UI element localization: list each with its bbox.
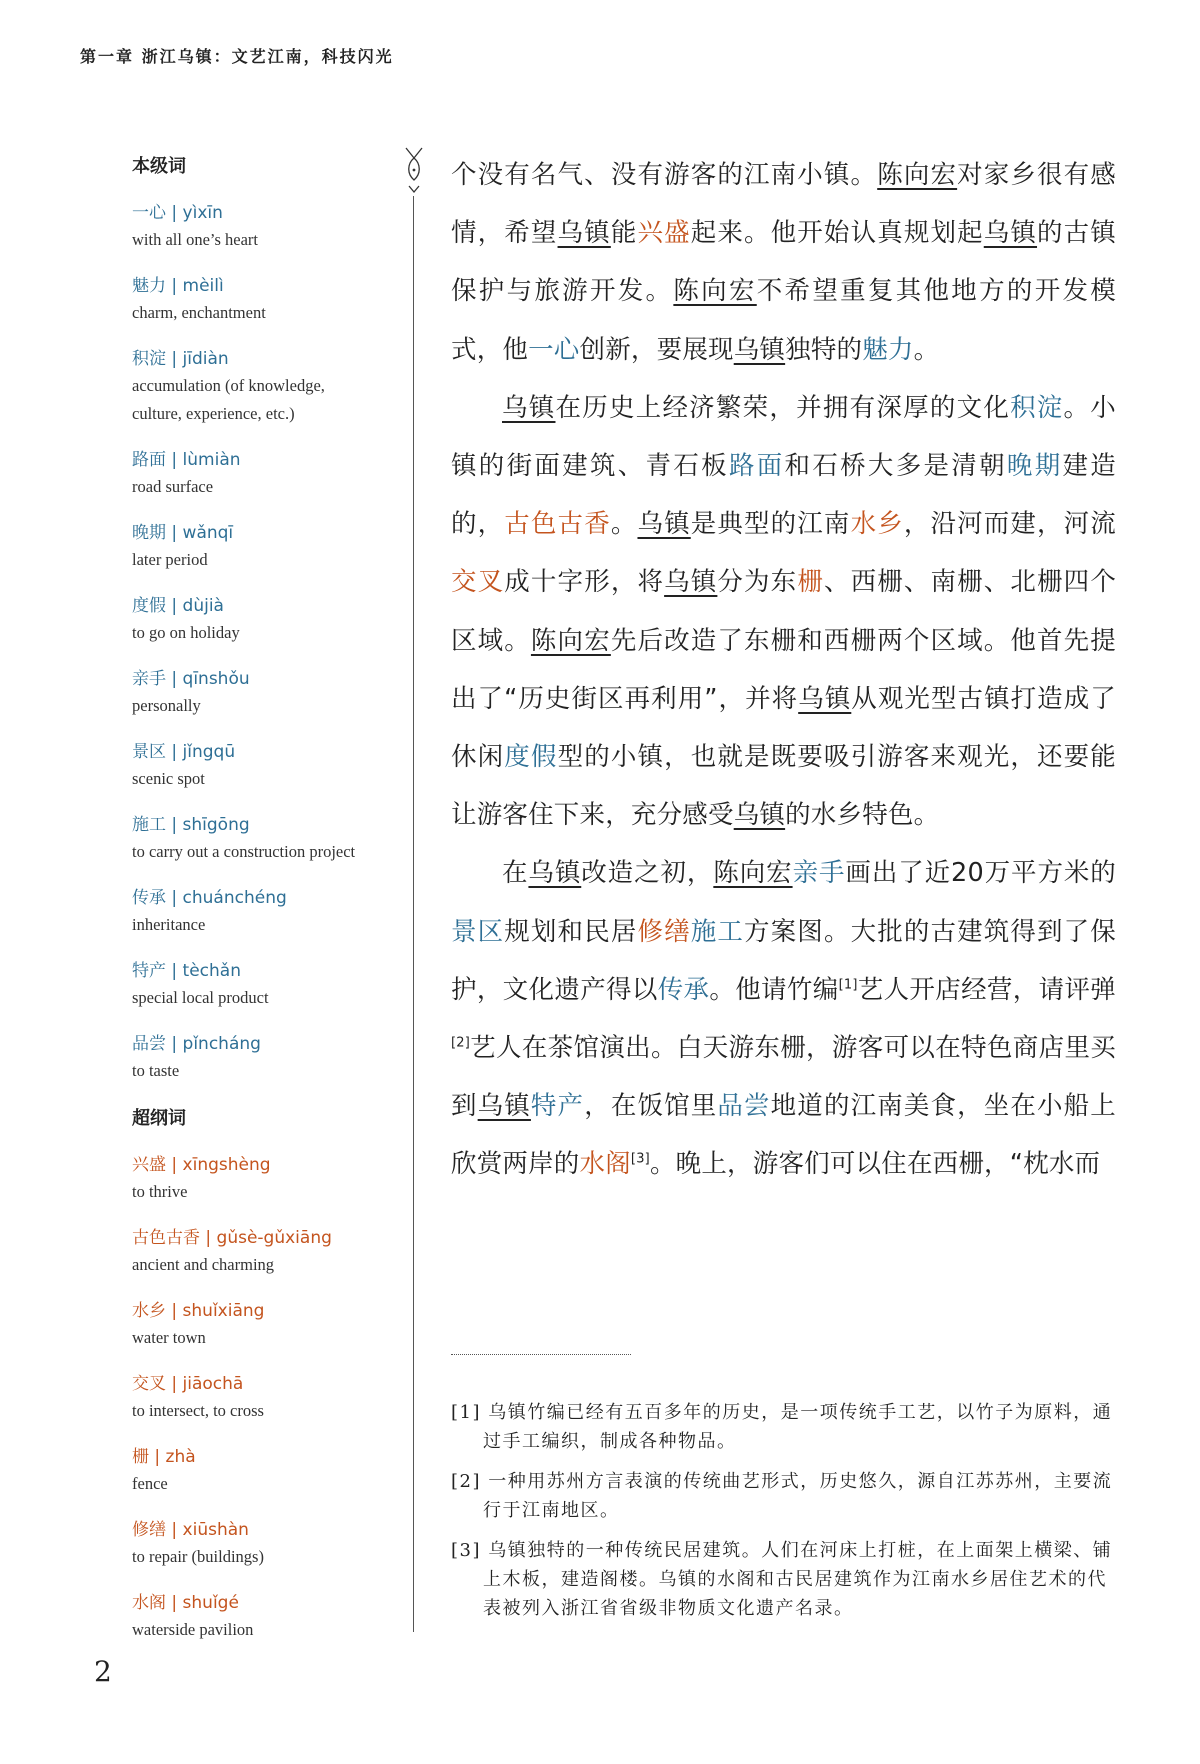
proper-name: 乌镇 — [528, 858, 582, 889]
vocab-item — [132, 885, 402, 939]
footnote: [2] 一种用苏州方言表演的传统曲艺形式，历史悠久，源自江苏苏州，主要流行于江南地区。 — [451, 1471, 1113, 1521]
vocab-word: 路面 | lùmiàn — [132, 450, 241, 470]
vocab-item — [132, 593, 402, 647]
proper-name: 陈向宏 — [530, 625, 611, 656]
body-paragraph: 乌镇在历史上经济繁荣，并拥有深厚的文化积淀。小镇的街面建筑、青石板路面和石桥大多是清朝晚期建造的，古色古香。乌镇是典型的江南水乡，沿河而建，河流交叉成十字形，将乌镇分为东栅、西栅、南栅、北栅四个区域。陈向宏先后改造了东栅和西栅两个区域。他首先提出了“历史街区再利用”，并将乌镇从观光型古镇打造成了休闲度假型的小镇，也就是既要吸引游客来观光，还要能让游客住下来，充分感受乌镇的水乡特色。 — [451, 392, 1117, 831]
vocab-highlight: 晚期 — [1006, 451, 1063, 482]
vocab-highlight: 路面 — [728, 451, 785, 482]
basic-vocab-list — [132, 200, 402, 1085]
proper-name: 乌镇 — [798, 683, 852, 714]
vocab-definition: accumulation (of knowledge, culture, experience, etc.) — [132, 376, 325, 423]
vocab-word: 交叉 | jiāochā — [132, 1374, 244, 1394]
vocab-word: 水乡 | shuǐxiāng — [132, 1301, 265, 1321]
vocab-item — [132, 739, 402, 793]
vocab-definition: to taste — [132, 1061, 180, 1080]
proper-name: 乌镇 — [733, 334, 786, 365]
proper-name: 陈向宏 — [673, 276, 757, 307]
proper-name: 乌镇 — [664, 567, 718, 598]
vocab-highlight: 品尝 — [717, 1091, 771, 1122]
column-divider — [413, 196, 414, 1632]
footnote: [1] 乌镇竹编已经有五百多年的历史，是一项传统手工艺，以竹子为原料，通过手工编织，制成各种物品。 — [451, 1402, 1113, 1452]
vocab-definition: ancient and charming — [132, 1255, 275, 1274]
running-header: 第一章 浙江乌镇：文艺江南，科技闪光 — [80, 47, 394, 66]
vocab-highlight: 古色古香 — [504, 509, 611, 540]
vocab-item — [132, 1031, 402, 1085]
vocab-word: 景区 | jǐngqū — [132, 742, 236, 762]
proper-name: 乌镇 — [502, 392, 556, 423]
vocab-item — [132, 666, 402, 720]
vocab-item — [132, 447, 402, 501]
footnote-separator — [451, 1354, 631, 1355]
vocab-definition: to carry out a construction project — [132, 842, 356, 861]
vocab-word: 栅 | zhà — [132, 1447, 196, 1467]
page-number: 2 — [94, 1655, 112, 1688]
ornament-icon — [403, 146, 425, 196]
vocab-word: 魅力 | mèilì — [132, 276, 224, 296]
vocab-highlight: 魅力 — [862, 334, 914, 365]
vocab-word: 晚期 | wǎnqī — [132, 523, 234, 543]
proper-name: 乌镇 — [637, 509, 691, 540]
vocab-item — [132, 1225, 402, 1279]
vocab-word: 修缮 | xiūshàn — [132, 1520, 249, 1540]
body-paragraph: 个没有名气、没有游客的江南小镇。陈向宏对家乡很有感情，希望乌镇能兴盛起来。他开始认真规划起乌镇的古镇保护与旅游开发。陈向宏不希望重复其他地方的开发模式，他一心创新，要展现乌镇独特的魅力。 — [451, 160, 1117, 365]
vocab-highlight: 传承 — [657, 974, 710, 1005]
vocab-word: 特产 | tèchǎn — [132, 961, 241, 981]
vocab-highlight: 亲手 — [792, 858, 846, 889]
vocab-item — [132, 520, 402, 574]
proper-name: 乌镇 — [733, 800, 786, 831]
vocab-word: 施工 | shīgōng — [132, 815, 250, 835]
basic-vocab-title: 本级词 — [132, 156, 186, 177]
vocab-item — [132, 1371, 402, 1425]
vocab-definition: inheritance — [132, 915, 206, 934]
body-paragraph: 在乌镇改造之初，陈向宏亲手画出了近20万平方米的景区规划和民居修缮施工方案图。大批的古建筑得到了保护，文化遗产得以传承。他请竹编[1]艺人开店经营，请评弹[2]艺人在茶馆演出。白天游东栅，游客可以在特色商店里买到乌镇特产，在饭馆里品尝地道的江南美食，坐在小船上欣赏两岸的水阁[3]。晚上，游客们可以住在西栅，“枕水而 — [451, 858, 1116, 1180]
vocab-highlight: 度假 — [504, 742, 558, 773]
vocab-word: 水阁 | shuǐgé — [132, 1593, 239, 1613]
vocab-item — [132, 1152, 402, 1206]
vocab-definition: to intersect, to cross — [132, 1401, 264, 1420]
proper-name: 乌镇 — [557, 218, 611, 249]
footnotes — [451, 1398, 1116, 1634]
footnote-ref: [1] — [838, 977, 858, 993]
proper-name: 乌镇 — [983, 218, 1038, 249]
vocab-definition: personally — [132, 696, 201, 715]
vocab-word: 品尝 | pǐncháng — [132, 1034, 261, 1054]
vocab-definition: road surface — [132, 477, 214, 496]
vocab-definition: water town — [132, 1328, 206, 1347]
vocab-definition: charm, enchantment — [132, 303, 266, 322]
vocab-highlight: 特产 — [530, 1091, 585, 1122]
vocab-highlight: 施工 — [690, 916, 745, 947]
vocab-word: 积淀 | jīdiàn — [132, 349, 229, 369]
vocab-item — [132, 273, 402, 327]
vocab-word: 传承 | chuánchéng — [132, 888, 287, 908]
vocab-highlight: 修缮 — [637, 916, 691, 947]
vocab-highlight: 景区 — [451, 916, 505, 947]
vocab-definition: later period — [132, 550, 208, 569]
vocab-item — [132, 958, 402, 1012]
vocab-definition: fence — [132, 1474, 168, 1493]
vocab-definition: waterside pavilion — [132, 1620, 254, 1639]
proper-name: 乌镇 — [477, 1091, 531, 1122]
super-vocab-list — [132, 1152, 402, 1644]
vocab-word: 兴盛 | xīngshèng — [132, 1155, 271, 1175]
vocab-highlight: 一心 — [528, 334, 580, 365]
footnote-ref: [2] — [451, 1035, 471, 1051]
vocab-item — [132, 1444, 402, 1498]
vocab-word: 度假 | dùjià — [132, 596, 224, 616]
vocab-item — [132, 1590, 402, 1644]
proper-name: 陈向宏 — [713, 858, 793, 889]
footnote: [3] 乌镇独特的一种传统民居建筑。人们在河床上打桩，在上面架上横梁、铺上木板，建造阁楼。乌镇的水阁和古民居建筑作为江南水乡居住艺术的代表被列入浙江省省级非物质文化遗产名录。 — [451, 1540, 1113, 1619]
super-vocab-title: 超纲词 — [132, 1108, 186, 1129]
vocab-item — [132, 812, 402, 866]
footnote-ref: [3] — [630, 1151, 650, 1167]
vocab-word: 亲手 | qīnshǒu — [132, 669, 250, 689]
vocabulary-sidebar — [132, 152, 402, 1663]
vocab-item — [132, 1517, 402, 1571]
vocab-definition: to go on holiday — [132, 623, 240, 642]
vocab-definition: special local product — [132, 988, 269, 1007]
main-text — [451, 146, 1116, 1194]
proper-name: 陈向宏 — [877, 160, 958, 190]
vocab-highlight: 积淀 — [1010, 392, 1064, 423]
vocab-highlight: 栅 — [797, 567, 824, 598]
vocab-highlight: 水乡 — [850, 509, 904, 540]
vocab-item — [132, 346, 402, 428]
vocab-highlight: 兴盛 — [637, 218, 691, 249]
vocab-word: 一心 | yìxīn — [132, 203, 223, 223]
vocab-definition: scenic spot — [132, 769, 205, 788]
vocab-definition: to thrive — [132, 1182, 188, 1201]
vocab-definition: to repair (buildings) — [132, 1547, 264, 1566]
vocab-item — [132, 200, 402, 254]
vocab-definition: with all one’s heart — [132, 230, 259, 249]
vocab-word: 古色古香 | gǔsè-gǔxiāng — [132, 1228, 332, 1248]
vocab-highlight: 水阁 — [579, 1149, 631, 1180]
vocab-item — [132, 1298, 402, 1352]
vocab-highlight: 交叉 — [451, 567, 505, 598]
